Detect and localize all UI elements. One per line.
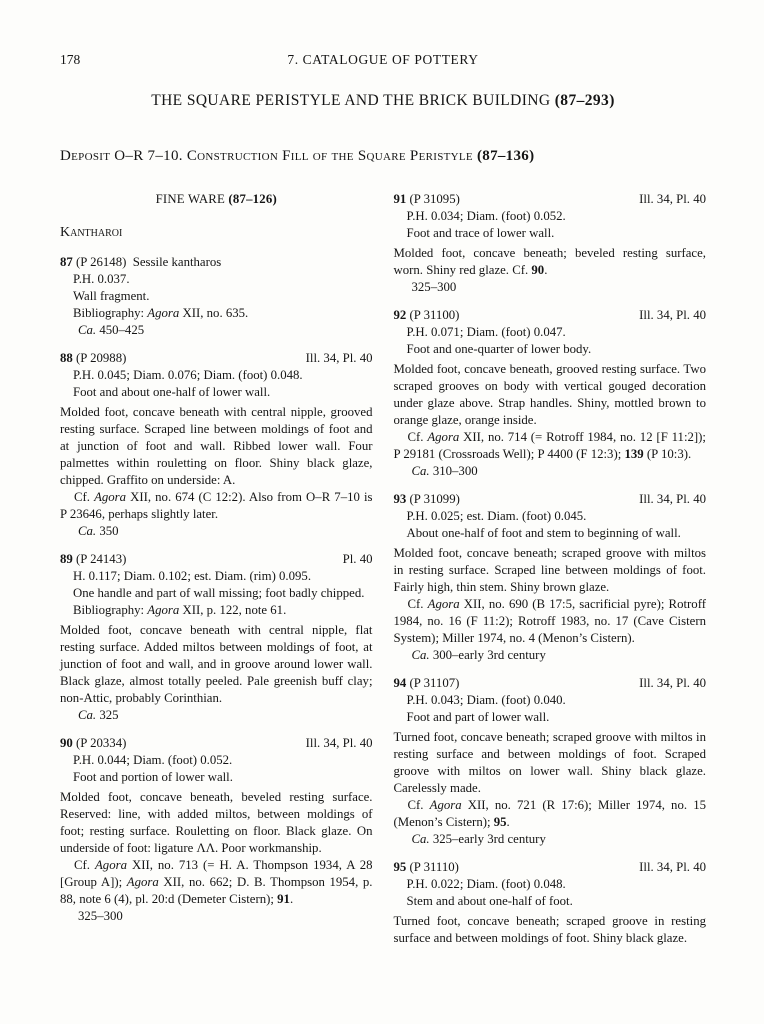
text-segment: Cf.: [407, 798, 430, 812]
page-header: [60, 52, 706, 70]
two-column-layout: [60, 191, 706, 958]
text-segment: Cf.: [74, 858, 95, 872]
text-segment: (87–136): [476, 148, 535, 164]
text-segment: Deposit O–R 7–10. Construction Fill of the Square Peristyle: [60, 148, 477, 164]
running-head: 7. CATALOGUE OF POTTERY: [287, 52, 479, 67]
text-segment: Bibliography:: [73, 603, 148, 617]
column-right-entries: [394, 191, 707, 947]
entry-inventory: (P 20988): [72, 351, 127, 365]
text-segment: (87–293): [554, 92, 615, 109]
entry-paragraph: Turned foot, concave beneath; scraped groove with miltos in resting surface and between moldings of foot. Scraped groove with miltos on lower wall. Shiny black glaze. Carelessly made.: [393, 730, 706, 795]
entry-data-line: P.H. 0.043; Diam. (foot) 0.040.: [406, 693, 566, 707]
text-segment: Agora: [94, 858, 127, 872]
text-segment: XII, no. 713 (= H. A. Thompson 1934, A 28 [Group A]);: [60, 858, 373, 889]
entry-data-line: Stem and about one-half of foot.: [406, 894, 573, 908]
text-segment: 450–425: [96, 323, 145, 337]
entry-head: [60, 254, 373, 271]
deposit-heading: [60, 148, 706, 165]
text-segment: Agora: [427, 430, 460, 444]
catalog-entry: [394, 859, 707, 947]
entry-date: [60, 707, 373, 724]
text-segment: (P 10:3).: [643, 447, 692, 461]
catalog-entry: [60, 350, 373, 540]
text-segment: .: [544, 263, 548, 277]
entry-number: 94: [393, 676, 407, 690]
entry-plate-ref: Ill. 34, Pl. 40: [639, 860, 706, 874]
text-segment: THE SQUARE PERISTYLE AND THE BRICK BUILDING: [151, 92, 555, 109]
entry-plate-ref: Ill. 34, Pl. 40: [305, 351, 373, 365]
text-segment: Cf.: [407, 430, 428, 444]
entry-paragraph: Molded foot, concave beneath with central nipple, grooved resting surface. Scraped line between moldings of foot and at junction of foot and wall. Ribbed lower wall. Four palmettes within rouletting on floor. Shiny black glaze, chipped. Graffito on underside: A.: [60, 405, 373, 487]
text-segment: Cf.: [74, 490, 95, 504]
entry-plate-ref: Ill. 34, Pl. 40: [639, 308, 706, 322]
entry-plate-ref: Pl. 40: [342, 552, 373, 566]
entry-data-line: P.H. 0.037.: [73, 272, 130, 286]
entry-date: [394, 647, 707, 664]
text-segment: .: [506, 815, 510, 829]
text-segment: (87–126): [228, 192, 277, 206]
text-segment: XII, p. 122, note 61.: [179, 603, 287, 617]
entry-reference: [60, 489, 373, 523]
text-segment: Ca.: [78, 524, 97, 538]
entry-reference: [394, 596, 707, 647]
entry-date: 325–300: [78, 909, 123, 923]
text-segment: 325–early 3rd century: [429, 832, 546, 846]
entry-id: [60, 350, 126, 367]
entry-id: [394, 191, 460, 208]
text-segment: Molded foot, concave beneath; beveled resting surface, worn. Shiny red glaze. Cf.: [393, 246, 706, 277]
text-segment: XII, no. 714 (= Rotroff 1984, no. 12 [F 11:2]); P 29181 (Crossroads Well); P 4400 (F 12:3);: [393, 430, 706, 461]
entry-data-line: P.H. 0.044; Diam. (foot) 0.052.: [73, 753, 233, 767]
entry-plate-ref: Ill. 34, Pl. 40: [639, 492, 706, 506]
entry-head: [60, 350, 373, 367]
entry-plate-ref: Ill. 34, Pl. 40: [639, 192, 706, 206]
text-segment: Agora: [429, 798, 462, 812]
text-segment: Agora: [427, 597, 460, 611]
entry-head: [60, 551, 373, 568]
entry-id: [60, 735, 126, 752]
catalog-entry: [60, 735, 373, 925]
entry-data-line: P.H. 0.025; est. Diam. (foot) 0.045.: [406, 509, 587, 523]
entry-reference: [60, 857, 373, 908]
entry-data-line: H. 0.117; Diam. 0.102; est. Diam. (rim) 0.095.: [73, 569, 312, 583]
entry-data-line: P.H. 0.071; Diam. (foot) 0.047.: [406, 325, 566, 339]
entry-data-line: Foot and part of lower wall.: [406, 710, 550, 724]
entry-paragraph: [394, 245, 707, 279]
entry-inventory: (P 24143): [72, 552, 127, 566]
text-segment: Ca.: [411, 648, 430, 662]
entry-head: [394, 491, 707, 508]
entry-head: [394, 675, 707, 692]
entry-number: 92: [393, 308, 407, 322]
entry-data-line: P.H. 0.022; Diam. (foot) 0.048.: [406, 877, 566, 891]
entry-data-line: [60, 602, 373, 619]
text-segment: XII, no. 635.: [179, 306, 249, 320]
entry-inventory: (P 31099): [406, 492, 460, 506]
text-segment: Agora: [147, 306, 180, 320]
entry-number: 93: [393, 492, 407, 506]
entry-reference: [394, 429, 707, 463]
entry-data-line: One handle and part of wall missing; foot badly chipped.: [73, 586, 365, 600]
text-segment: Agora: [94, 490, 127, 504]
entry-number: 88: [60, 351, 73, 365]
text-segment: 95: [493, 815, 507, 829]
text-segment: 300–early 3rd century: [429, 648, 546, 662]
entry-plate-ref: Ill. 34, Pl. 40: [305, 736, 373, 750]
catalog-entry: [60, 254, 373, 339]
entry-reference: [394, 797, 707, 831]
catalog-entry: [394, 491, 707, 664]
entry-number: 89: [60, 552, 73, 566]
entry-number: 91: [393, 192, 407, 206]
text-segment: 325: [96, 708, 119, 722]
text-segment: 91: [277, 892, 290, 906]
text-segment: 350: [96, 524, 119, 538]
text-segment: 139: [624, 447, 644, 461]
entry-date: [394, 463, 707, 480]
text-segment: Ca.: [78, 708, 97, 722]
entry-inventory: (P 31110): [406, 860, 459, 874]
entry-paragraph: Molded foot, concave beneath, beveled resting surface. Reserved: line, with added miltos, between moldings of foot; resting surface. Rouletting on floor. Black glaze. On underside of foot: ligature ΛΛ. Poor workmanship.: [60, 790, 373, 855]
entry-date: [394, 831, 707, 848]
entry-inventory: (P 20334): [72, 736, 127, 750]
catalog-entry: [60, 551, 373, 724]
text-segment: Agora: [126, 875, 159, 889]
text-segment: Ca.: [411, 464, 430, 478]
entry-data-line: [60, 305, 373, 322]
catalog-entry: [394, 675, 707, 848]
fine-ware-heading: [60, 191, 373, 208]
entry-data-line: Foot and one-quarter of lower body.: [406, 342, 592, 356]
entry-paragraph: Molded foot, concave beneath, grooved resting surface. Two scraped grooves on body with vertical gouged decoration under glaze above. Strap handles. Shiny, mottled brown to orange glaze, orange inside.: [393, 362, 706, 427]
text-segment: Ca.: [78, 323, 97, 337]
entry-data-line: Foot and trace of lower wall.: [406, 226, 555, 240]
entry-inventory: (P 31100): [406, 308, 460, 322]
text-segment: Agora: [147, 603, 180, 617]
entry-data-line: Foot and about one-half of lower wall.: [73, 385, 271, 399]
text-segment: Ca.: [411, 832, 430, 846]
text-segment: XII, no. 662; D. B. Thompson 1954, p. 88, note 6 (4), pl. 20:d (Demeter Cistern);: [60, 875, 373, 906]
entry-number: 87: [60, 255, 73, 269]
entry-id: [394, 491, 460, 508]
entry-paragraph: Molded foot, concave beneath with central nipple, flat resting surface. Added miltos between moldings of foot, at junction of foot and wall, and in groove around lower wall. Black glaze, almost totally peeled. Pale greenish buff clay; non-Attic, probably Corinthian.: [60, 623, 373, 705]
column-left-entries: [60, 254, 373, 925]
entry-head: [394, 191, 707, 208]
entry-inventory: (P 31095): [406, 192, 460, 206]
entry-inventory: (P 26148) Sessile kantharos: [72, 255, 222, 269]
entry-id: [60, 254, 221, 271]
entry-data-line: Foot and portion of lower wall.: [73, 770, 233, 784]
entry-id: [60, 551, 126, 568]
entry-id: [394, 859, 459, 876]
entry-date: 325–300: [411, 280, 457, 294]
entry-date: [60, 322, 373, 339]
column-left: [60, 191, 373, 958]
entry-head: [394, 307, 707, 324]
catalog-entry: [394, 191, 707, 296]
entry-number: 90: [60, 736, 73, 750]
text-segment: FINE WARE: [155, 192, 229, 206]
kantharoi-heading: Kantharoi: [60, 225, 123, 240]
entry-plate-ref: Ill. 34, Pl. 40: [639, 676, 706, 690]
entry-id: [394, 675, 460, 692]
entry-data-line: About one-half of foot and stem to beginning of wall.: [406, 526, 681, 540]
entry-head: [394, 859, 707, 876]
text-segment: 310–300: [429, 464, 478, 478]
entry-head: [60, 735, 373, 752]
text-segment: .: [289, 892, 294, 906]
entry-number: 95: [393, 860, 407, 874]
text-segment: Bibliography:: [73, 306, 148, 320]
text-segment: XII, no. 690 (B 17:5, sacrificial pyre); Rotroff 1984, no. 16 (F 11:2); Rotroff 1983, no. 17 (Cave Cistern System); Miller 1974, no. 4 (Menon’s Cistern).: [393, 597, 706, 645]
entry-data-line: P.H. 0.034; Diam. (foot) 0.052.: [406, 209, 566, 223]
entry-paragraph: Turned foot, concave beneath; scraped groove in resting surface and between moldings of foot. Shiny black glaze.: [393, 914, 706, 945]
entry-date: [60, 523, 373, 540]
catalog-entry: [394, 307, 707, 480]
entry-id: [394, 307, 460, 324]
entry-paragraph: Molded foot, concave beneath; scraped groove with miltos in resting surface. Scraped line between moldings of foot. Fairly high, thin stem. Shiny brown glaze.: [393, 546, 706, 594]
page-number: 178: [60, 52, 81, 67]
entry-data-line: P.H. 0.045; Diam. 0.076; Diam. (foot) 0.048.: [73, 368, 303, 382]
entry-data-line: Wall fragment.: [73, 289, 150, 303]
text-segment: XII, no. 674 (C 12:2). Also from O–R 7–10 is P 23646, perhaps slightly later.: [60, 490, 373, 521]
text-segment: 90: [531, 263, 545, 277]
section-title: [60, 92, 706, 110]
column-right: [394, 191, 707, 958]
text-segment: XII, no. 721 (R 17:6); Miller 1974, no. 15 (Menon’s Cistern);: [393, 798, 706, 829]
text-segment: Cf.: [407, 597, 428, 611]
entry-inventory: (P 31107): [406, 676, 460, 690]
